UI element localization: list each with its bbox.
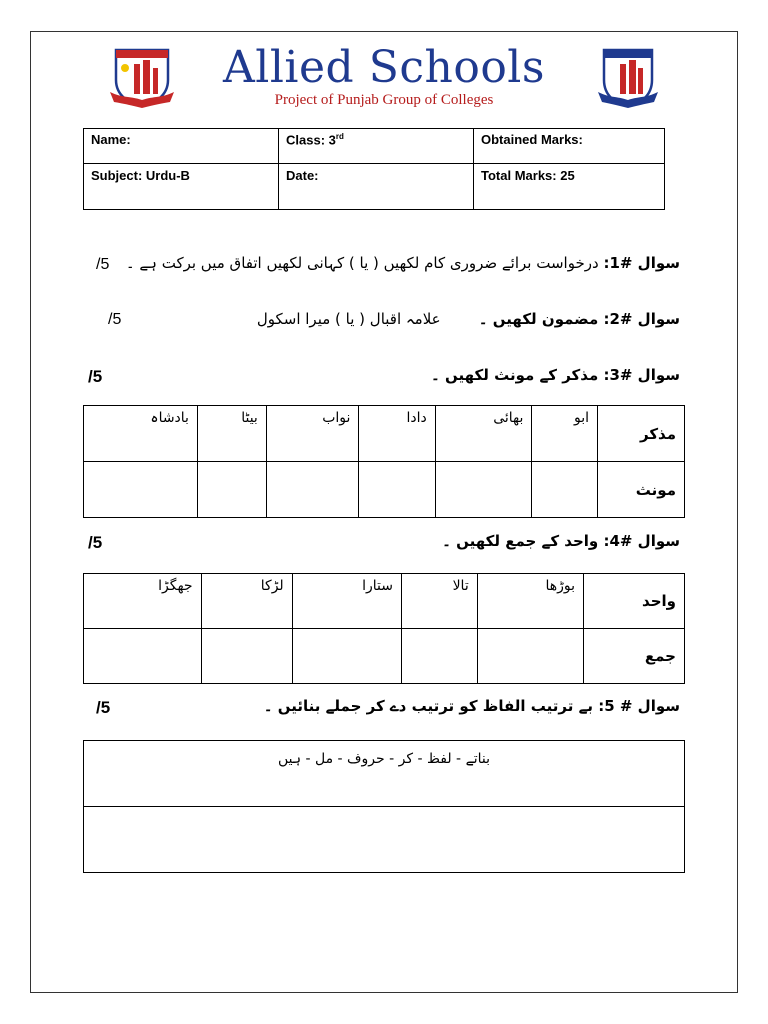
school-tagline: Project of Punjab Group of Colleges [274, 92, 494, 108]
jumbled-words-table [83, 740, 685, 873]
answer-cell[interactable] [532, 462, 598, 518]
allied-pre-school-logo [110, 46, 174, 108]
answer-cell[interactable] [84, 629, 202, 684]
table-cell: نواب [266, 406, 359, 462]
table-cell: جھگڑا [84, 574, 202, 629]
table-cell: دادا [359, 406, 435, 462]
total-marks-field: Total Marks: 25 [474, 164, 665, 210]
question-1: سوال #1: درخواست برائے ضروری کام لکھیں ( یا ) کہانی لکھیں اتفاق میں برکت ہے ۔ [125, 254, 680, 272]
obtained-marks-field[interactable]: Obtained Marks: [474, 129, 665, 164]
feminine-header: مونث [598, 462, 685, 518]
answer-cell[interactable] [266, 462, 359, 518]
masculine-header: مذکر [598, 406, 685, 462]
answer-cell[interactable] [292, 629, 401, 684]
plural-header: جمع [584, 629, 685, 684]
student-info-table [83, 128, 665, 210]
answer-cell[interactable] [84, 462, 198, 518]
question-2: سوال #2: مضمون لکھیں ۔ علامہ اقبال ( یا ) میرا اسکول [256, 310, 680, 328]
jumbled-words: بناتے - لفظ - کر - حروف - مل - ہیں [84, 741, 685, 807]
table-cell: بھائی [435, 406, 532, 462]
singular-header: واحد [584, 574, 685, 629]
question-4-marks: /5 [88, 533, 103, 552]
masculine-feminine-table [83, 405, 685, 518]
answer-cell[interactable] [197, 462, 266, 518]
subject-field: Subject: Urdu-B [84, 164, 279, 210]
answer-cell[interactable] [201, 629, 292, 684]
question-2-marks: /5 [108, 311, 122, 328]
answer-cell[interactable] [84, 807, 685, 873]
table-cell: بوڑھا [477, 574, 583, 629]
answer-cell[interactable] [477, 629, 583, 684]
singular-plural-table [83, 573, 685, 684]
question-3: سوال #3: مذکر کے مونث لکھیں ۔ [430, 366, 680, 384]
school-header [110, 44, 658, 112]
class-field: Class: 3rd [279, 129, 474, 164]
table-cell: بیٹا [197, 406, 266, 462]
question-3-marks: /5 [88, 367, 103, 386]
answer-cell[interactable] [435, 462, 532, 518]
question-1-marks: /5 [96, 256, 110, 273]
table-cell: ابو [532, 406, 598, 462]
date-field[interactable]: Date: [279, 164, 474, 210]
table-cell: ستارا [292, 574, 401, 629]
allied-school-logo [598, 46, 658, 108]
table-cell: تالا [402, 574, 478, 629]
answer-cell[interactable] [359, 462, 435, 518]
question-4: سوال #4: واحد کے جمع لکھیں ۔ [442, 532, 680, 550]
table-cell: لڑکا [201, 574, 292, 629]
name-field[interactable]: Name: [84, 129, 279, 164]
question-5: سوال # 5: بے ترتیب الفاظ کو ترتیب دے کر جملے بنائیں ۔ [263, 697, 680, 715]
answer-cell[interactable] [402, 629, 478, 684]
table-cell: بادشاہ [84, 406, 198, 462]
question-5-marks: /5 [96, 698, 111, 717]
school-name: Allied Schools [223, 42, 545, 93]
